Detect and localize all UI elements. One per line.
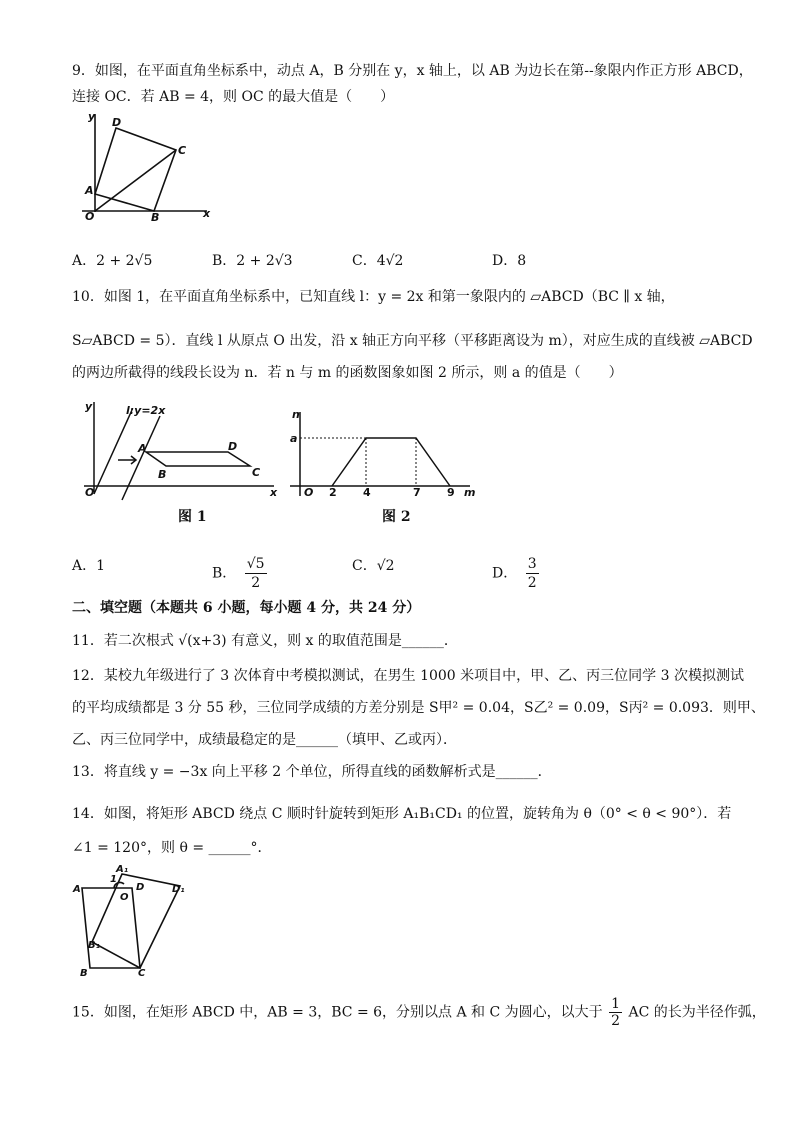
q10-option-b-label: B．	[212, 565, 237, 582]
q9-label-c: C	[178, 144, 187, 157]
q15-text-line1	[72, 996, 766, 1029]
q10-option-a[interactable]: A．1	[72, 558, 106, 574]
q14-text-line1: 14．如图，将矩形 ABCD 绕点 C 顺时针旋转到矩形 A₁B₁CD₁ 的位置，旋转角为 θ（0° < θ < 90°）．若	[72, 806, 732, 822]
q13-text: 13．将直线 y = −3x 向上平移 2 个单位，所得直线的函数解析式是______．	[72, 764, 552, 780]
q10-option-d-fraction	[526, 555, 539, 592]
q9-label-d: D	[112, 116, 122, 129]
q14-label-a: A	[73, 884, 81, 895]
section-2-heading: 二、填空题（本题共 6 小题，每小题 4 分，共 24 分）	[72, 600, 421, 616]
q9-label-b: B	[151, 211, 160, 224]
q10-fig2-tick-2: 2	[329, 486, 337, 499]
q10-fig2-tick-7: 7	[413, 486, 421, 499]
q9-option-b[interactable]: B．2 + 2√3	[212, 253, 293, 269]
q10-figure-1	[80, 396, 280, 506]
q14-label-b1: B₁	[88, 940, 101, 951]
q9-square	[95, 128, 176, 211]
q10-fig2-tick-9: 9	[447, 486, 455, 499]
q10-fig2-tick-4: 4	[363, 486, 371, 499]
q9-option-a[interactable]: A．2 + 2√5	[72, 253, 153, 269]
q10-text-line3: 的两边所截得的线段长设为 n．若 n 与 m 的函数图象如图 2 所示，则 a 的值是（ ）	[72, 365, 623, 381]
q14-label-c: C	[138, 968, 146, 979]
q10-option-d[interactable]	[492, 555, 539, 592]
q10-fig1-label-c: C	[252, 466, 261, 479]
q14-label-o: O	[120, 892, 129, 903]
q14-label-a1: A₁	[116, 864, 129, 875]
q10-fig2-graph	[332, 438, 450, 486]
q12-text-line3: 乙、丙三位同学中，成绩最稳定的是______（填甲、乙或丙）．	[72, 732, 457, 748]
q10-fig1-label-a: A	[138, 442, 147, 455]
q9-option-c[interactable]: C．4√2	[352, 253, 404, 269]
q9-segment-oc	[95, 150, 176, 211]
q10-fig2-label-m: m	[464, 486, 476, 499]
q15-text-part2: AC 的长为半径作弧，	[628, 1004, 766, 1021]
q10-fig1-label-o: O	[85, 486, 95, 499]
q10-option-d-label: D．	[492, 565, 518, 582]
q10-fig1-label-l: l:y=2x	[126, 404, 166, 417]
q11-text: 11．若二次根式 √(x+3) 有意义，则 x 的取值范围是______．	[72, 633, 458, 649]
q9-text-line1: 9．如图，在平面直角坐标系中，动点 A，B 分别在 y，x 轴上，以 AB 为边长在第--象限内作正方形 ABCD，	[72, 63, 753, 79]
q10-fig1-label-y: y	[85, 400, 93, 413]
q10-option-b-denominator: 2	[251, 575, 261, 591]
q12-text-line1: 12．某校九年级进行了 3 次体育中考模拟测试，在男生 1000 米项目中，甲、乙、丙三位同学 3 次模拟测试	[72, 668, 744, 684]
q10-fig1-label-b: B	[158, 468, 167, 481]
q10-option-b-fraction	[245, 555, 267, 592]
q10-fig1-label-x: x	[270, 486, 278, 499]
q15-fraction-denominator: 2	[611, 1013, 621, 1029]
q9-label-y: y	[88, 110, 96, 123]
q10-fig2-label-n: n	[292, 408, 300, 421]
q9-label-a: A	[85, 184, 94, 197]
q9-label-o: O	[85, 210, 95, 223]
q10-fig2-label-a: a	[290, 432, 298, 445]
q10-option-b-numerator: √5	[246, 556, 265, 572]
q14-label-b: B	[80, 968, 88, 979]
q10-fig1-label-d: D	[228, 440, 238, 453]
q9-text-line2: 连接 OC．若 AB = 4，则 OC 的最大值是（ ）	[72, 89, 395, 105]
q10-text-line2: S▱ABCD = 5）．直线 l 从原点 O 出发，沿 x 轴正方向平移（平移距离设为 m），对应生成的直线被 ▱ABCD	[72, 333, 753, 349]
q10-fig2-label-o: O	[304, 486, 314, 499]
q10-option-c[interactable]: C．√2	[352, 558, 395, 574]
q14-label-d: D	[136, 882, 145, 893]
q14-label-d1: D₁	[172, 884, 185, 895]
q14-text-line2: ∠1 = 120°，则 θ = ______°．	[72, 840, 272, 856]
q10-fig2-caption: 图 2	[382, 509, 411, 525]
q9-label-x: x	[203, 207, 211, 220]
q14-label-1: 1	[110, 874, 117, 885]
q10-fig1-line-l	[94, 410, 132, 494]
q9-figure	[72, 108, 222, 228]
q12-text-line2: 的平均成绩都是 3 分 55 秒，三位同学成绩的方差分别是 S甲² = 0.04，S乙² = 0.09，S丙² = 0.093．则甲、	[72, 700, 765, 716]
q10-fig1-caption: 图 1	[178, 509, 207, 525]
q10-option-d-numerator: 3	[527, 556, 537, 572]
q15-text-part1: 15．如图，在矩形 ABCD 中，AB = 3，BC = 6，分别以点 A 和 C 为圆心，以大于	[72, 1004, 603, 1021]
q14-figure	[70, 862, 200, 980]
q9-option-d[interactable]: D．8	[492, 253, 527, 269]
q10-figure-2	[286, 408, 476, 506]
q15-fraction	[609, 996, 622, 1029]
q15-fraction-numerator: 1	[611, 996, 621, 1012]
q10-option-d-denominator: 2	[527, 575, 537, 591]
q10-option-b[interactable]	[212, 555, 267, 592]
q10-fig1-parallelogram	[146, 452, 250, 466]
q10-text-line1: 10．如图 1，在平面直角坐标系中，已知直线 l：y = 2x 和第一象限内的 ▱ABCD（BC ∥ x 轴，	[72, 289, 675, 305]
